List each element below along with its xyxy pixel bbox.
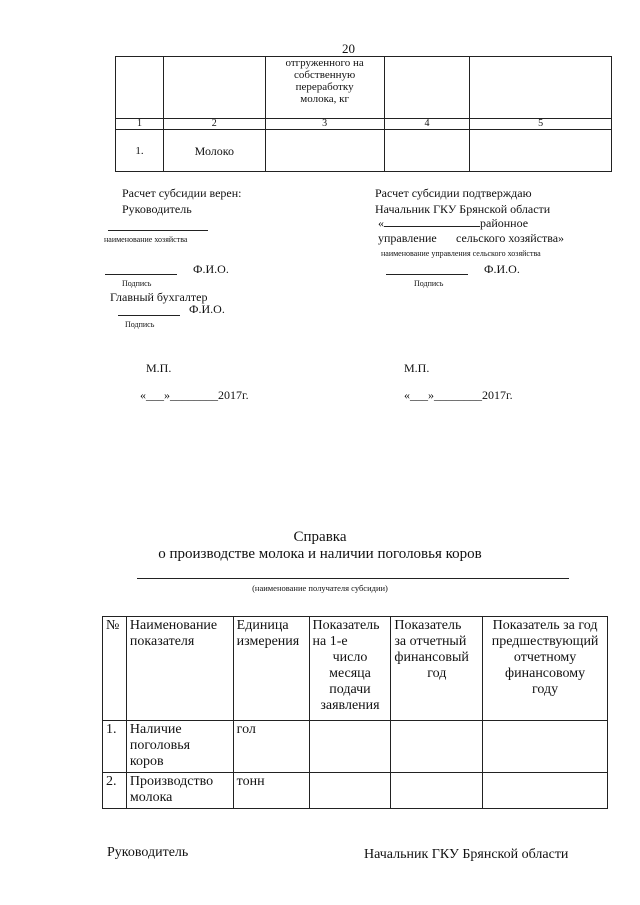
date-year: 2017г. bbox=[218, 388, 249, 402]
header-reporting-year bbox=[391, 617, 483, 721]
production-table bbox=[102, 616, 608, 809]
row-name-line: коров bbox=[129, 754, 164, 769]
header-line: показателя bbox=[129, 634, 195, 649]
certificate-subtitle: о производстве молока и наличии поголовья коров bbox=[158, 546, 482, 562]
header-line: переработку bbox=[295, 81, 354, 93]
right-dept-left: управление bbox=[378, 231, 437, 245]
row-name-line: Производство bbox=[129, 774, 214, 789]
top-cell bbox=[265, 130, 384, 172]
header-line: подачи bbox=[329, 682, 371, 697]
left-signature-line bbox=[105, 274, 177, 275]
header-first-day bbox=[309, 617, 391, 721]
top-cell bbox=[116, 57, 164, 119]
left-date bbox=[140, 389, 249, 402]
header-line: месяца bbox=[329, 666, 371, 681]
header-line: заявления bbox=[320, 698, 380, 713]
top-cell bbox=[384, 57, 470, 119]
district-blank bbox=[384, 216, 480, 227]
footer-head-label: Руководитель bbox=[107, 845, 189, 860]
accountant-signature-caption: Подпись bbox=[125, 320, 155, 329]
header-line: Наименование bbox=[129, 618, 218, 633]
header-number bbox=[103, 617, 127, 721]
header-line: год bbox=[427, 666, 447, 681]
accountant-fio: Ф.И.О. bbox=[189, 302, 225, 316]
right-signature-caption: Подпись bbox=[414, 279, 444, 288]
right-date bbox=[404, 389, 513, 402]
empty-cell bbox=[483, 773, 608, 809]
row-name bbox=[126, 773, 233, 809]
header-line: № bbox=[106, 618, 120, 633]
left-verified-label: Расчет субсидии верен: bbox=[122, 186, 242, 200]
top-table-header-row bbox=[116, 57, 612, 119]
header-line: измерения bbox=[236, 634, 300, 649]
recipient-line bbox=[137, 578, 569, 579]
top-table bbox=[115, 56, 612, 172]
header-line: Единица bbox=[236, 618, 289, 633]
empty-cell bbox=[391, 773, 483, 809]
farm-name-caption: наименование хозяйства bbox=[104, 235, 188, 244]
row-name-line: поголовья bbox=[129, 738, 191, 753]
header-line: финансовый bbox=[394, 650, 469, 665]
dept-caption: наименование управления сельского хозяйства bbox=[381, 249, 541, 258]
header-line: молока, кг bbox=[300, 93, 349, 105]
left-fio: Ф.И.О. bbox=[193, 262, 229, 276]
top-cell bbox=[470, 130, 612, 172]
header-line: финансовому bbox=[505, 666, 586, 681]
col-number: 5 bbox=[470, 119, 612, 130]
right-signature-line bbox=[386, 274, 468, 275]
right-head-label: Начальник ГКУ Брянской области bbox=[375, 202, 551, 216]
right-seal-mark: М.П. bbox=[404, 361, 430, 375]
top-cell bbox=[163, 57, 265, 119]
col-number: 1 bbox=[116, 119, 164, 130]
page-number: 20 bbox=[342, 41, 355, 56]
right-confirm-label: Расчет субсидии подтверждаю bbox=[375, 186, 532, 200]
left-signature-caption: Подпись bbox=[122, 279, 152, 288]
row-name: Молоко bbox=[163, 130, 265, 172]
row-num: 2. bbox=[103, 773, 127, 809]
district-suffix: районное bbox=[480, 216, 529, 230]
header-line: предшествующий bbox=[491, 634, 599, 649]
empty-cell bbox=[483, 721, 608, 773]
empty-cell bbox=[309, 773, 391, 809]
date-blank: «___»________ bbox=[404, 388, 482, 402]
row-unit: гол bbox=[233, 721, 309, 773]
table-header-row bbox=[103, 617, 608, 721]
right-fio: Ф.И.О. bbox=[484, 262, 520, 276]
recipient-caption: (наименование получателя субсидии) bbox=[252, 583, 388, 593]
right-dept-right: сельского хозяйства» bbox=[456, 231, 565, 245]
header-line: на 1-е bbox=[312, 634, 348, 649]
table-row bbox=[103, 721, 608, 773]
top-table-number-row bbox=[116, 119, 612, 130]
right-district-line bbox=[378, 216, 528, 230]
col-number: 3 bbox=[265, 119, 384, 130]
header-previous-year bbox=[483, 617, 608, 721]
farm-name-line bbox=[108, 230, 208, 231]
header-unit bbox=[233, 617, 309, 721]
empty-cell bbox=[391, 721, 483, 773]
header-line: отгруженного на bbox=[285, 57, 364, 69]
footer-chief-label: Начальник ГКУ Брянской области bbox=[364, 847, 569, 862]
top-cell bbox=[384, 130, 470, 172]
empty-cell bbox=[309, 721, 391, 773]
row-unit: тонн bbox=[233, 773, 309, 809]
header-line: Показатель bbox=[312, 618, 380, 633]
header-line: собственную bbox=[294, 69, 356, 81]
row-num: 1. bbox=[103, 721, 127, 773]
col-number: 4 bbox=[384, 119, 470, 130]
table-row bbox=[103, 773, 608, 809]
left-seal-mark: М.П. bbox=[146, 361, 172, 375]
top-table-row bbox=[116, 130, 612, 172]
row-name-line: Наличие bbox=[129, 722, 182, 737]
top-header-shipped bbox=[265, 57, 384, 119]
header-indicator-name bbox=[126, 617, 233, 721]
header-line: Показатель за год bbox=[492, 618, 598, 633]
accountant-signature-line bbox=[118, 315, 180, 316]
row-name-line: молока bbox=[129, 790, 173, 805]
quote-open: « bbox=[378, 216, 384, 230]
date-blank: «___»________ bbox=[140, 388, 218, 402]
chief-accountant-label: Главный бухгалтер bbox=[110, 290, 208, 304]
col-number: 2 bbox=[163, 119, 265, 130]
header-line: отчетному bbox=[513, 650, 577, 665]
header-line: число bbox=[332, 650, 368, 665]
row-name bbox=[126, 721, 233, 773]
certificate-title: Справка bbox=[293, 529, 347, 545]
header-line: году bbox=[532, 682, 559, 697]
top-cell bbox=[470, 57, 612, 119]
header-line: Показатель bbox=[394, 618, 462, 633]
date-year: 2017г. bbox=[482, 388, 513, 402]
row-num: 1. bbox=[116, 130, 164, 172]
header-line: за отчетный bbox=[394, 634, 467, 649]
left-head-label: Руководитель bbox=[122, 202, 192, 216]
